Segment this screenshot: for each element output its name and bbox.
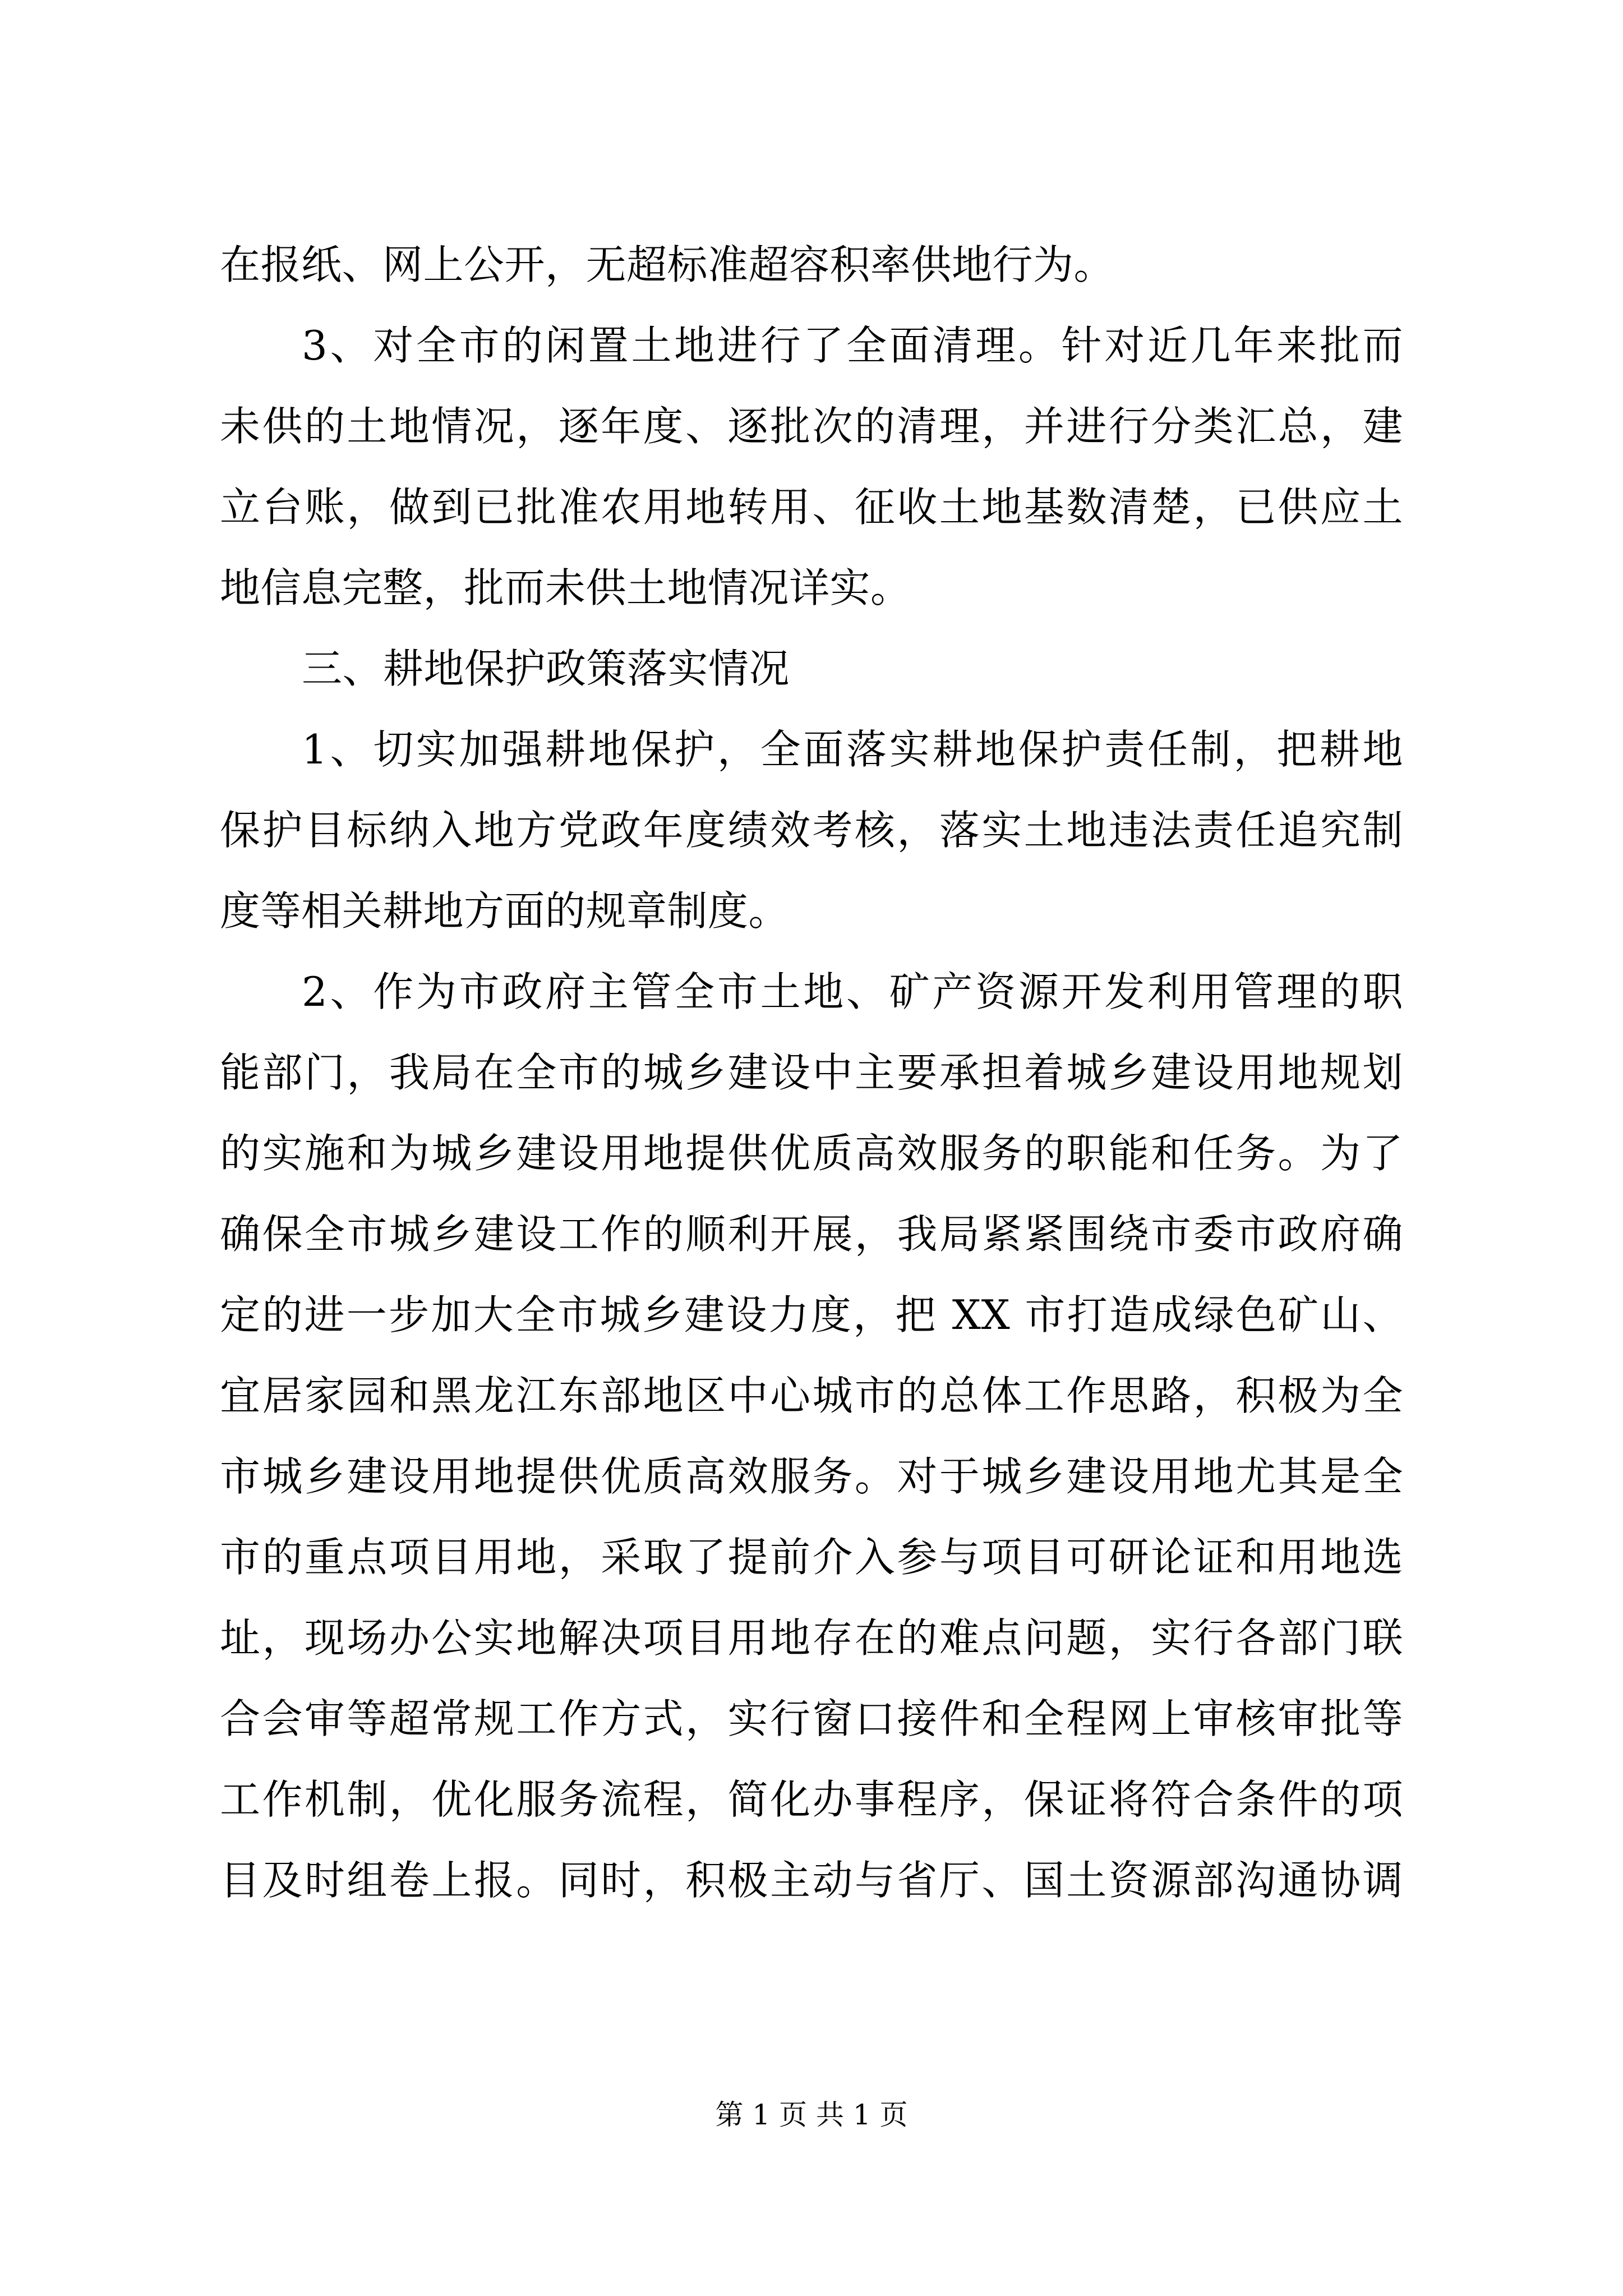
text-line: 能部门，我局在全市的城乡建设中主要承担着城乡建设用地规划 [220, 1049, 1403, 1096]
text-line: 保护目标纳入地方党政年度绩效考核，落实土地违法责任追究制 [220, 807, 1403, 854]
text-line: 度等相关耕地方面的规章制度。 [220, 887, 790, 935]
text-line: 确保全市城乡建设工作的顺利开展，我局紧紧围绕市委市政府确 [220, 1211, 1403, 1258]
text-line: 未供的土地情况，逐年度、逐批次的清理，并进行分类汇总，建 [220, 403, 1403, 450]
text-line: 地信息完整，批而未供土地情况详实。 [220, 564, 911, 611]
text-line: 在报纸、网上公开，无超标准超容积率供地行为。 [220, 241, 1115, 288]
text-line: 立台账，做到已批准农用地转用、征收土地基数清楚，已供应土 [220, 484, 1403, 531]
text-line: 宜居家园和黑龙江东部地区中心城市的总体工作思路，积极为全 [220, 1372, 1403, 1419]
text-line: 的实施和为城乡建设用地提供优质高效服务的职能和任务。为了 [220, 1130, 1403, 1177]
text-line: 合会审等超常规工作方式，实行窗口接件和全程网上审核审批等 [220, 1695, 1403, 1742]
text-line: 3、对全市的闲置土地进行了全面清理。针对近几年来批而 [302, 322, 1403, 369]
text-line: 1、切实加强耕地保护，全面落实耕地保护责任制，把耕地 [302, 726, 1403, 773]
document-body [220, 224, 1403, 1921]
text-line: 市的重点项目用地，采取了提前介入参与项目可研论证和用地选 [220, 1534, 1403, 1581]
text-line: 目及时组卷上报。同时，积极主动与省厅、国土资源部沟通协调 [220, 1857, 1403, 1904]
text-line: 址，现场办公实地解决项目用地存在的难点问题，实行各部门联 [220, 1614, 1403, 1662]
text-line: 工作机制，优化服务流程，简化办事程序，保证将符合条件的项 [220, 1776, 1403, 1823]
text-line: 定的进一步加大全市城乡建设力度，把 XX 市打造成绿色矿山、 [220, 1291, 1403, 1338]
page-number-footer: 第 1 页 共 1 页 [715, 2099, 908, 2131]
text-line: 市城乡建设用地提供优质高效服务。对于城乡建设用地尤其是全 [220, 1453, 1403, 1500]
section-heading: 三、耕地保护政策落实情况 [302, 645, 790, 692]
text-line: 2、作为市政府主管全市土地、矿产资源开发利用管理的职 [302, 968, 1403, 1015]
